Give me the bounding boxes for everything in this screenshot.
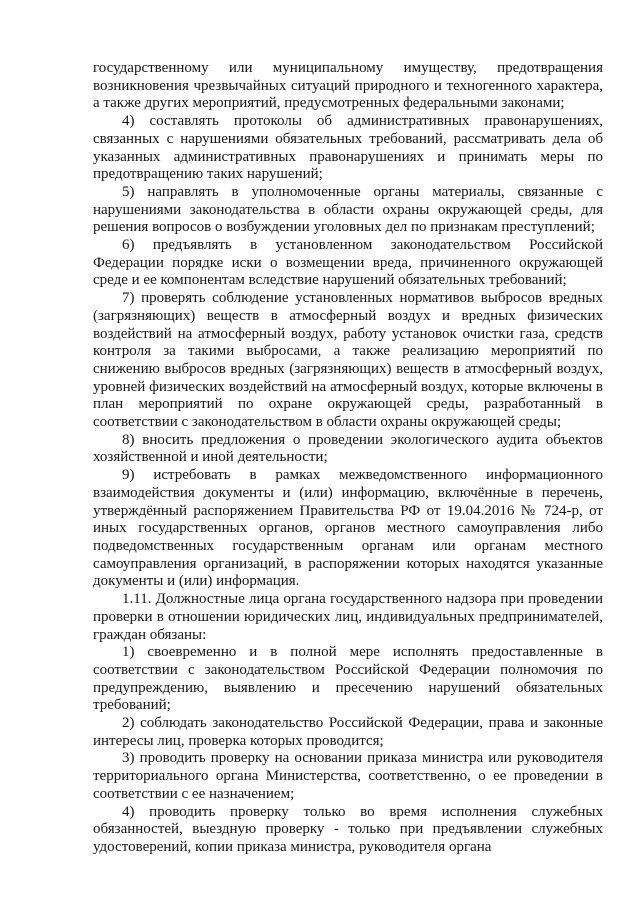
paragraph-duty-2: 2) соблюдать законодательство Российской Федерации, права и законные интересы лиц, проверка которых проводится;: [93, 715, 603, 749]
paragraph-item-9: 9) истребовать в рамках межведомственного информационного взаимодействия документы и (или) информацию, включённые в перечень, утверждённый распоряжением Правительства РФ от 19.04.2016 № 724-р, от иных государственных органов, органов местного самоуправления либо подведомственных государственным органам или органам местного самоуправления организаций, в распоряжении которых находятся указанные документы и (или) информация.: [93, 467, 603, 590]
paragraph-duty-1: 1) своевременно и в полной мере исполнять предоставленные в соответствии с законодательством Российской Федерации полномочия по предупреждению, выявлению и пресечению нарушений обязательных требований;: [93, 644, 603, 714]
paragraph-duty-4: 4) проводить проверку только во время исполнения служебных обязанностей, выездную проверку - только при предъявлении служебных удостоверений, копии приказа министра, руководителя органа: [93, 803, 603, 855]
paragraph-clause-1-11: 1.11. Должностные лица органа государственного надзора при проведении проверки в отношении юридических лиц, индивидуальных предпринимателей, граждан обязаны:: [93, 591, 603, 643]
paragraph-item-7: 7) проверять соблюдение установленных нормативов выбросов вредных (загрязняющих) веществ в атмосферный воздух и вредных физических воздействий на атмосферный воздух, работу установок очистки газа, средств контроля за такими выбросами, а также реализацию мероприятий по снижению выбросов вредных (загрязняющих) веществ в атмосферный воздух, уровней физических воздействий на атмосферный воздух, которые включены в план мероприятий по охране окружающей среды, разработанный в соответствии с законодательством в области охраны окружающей среды;: [93, 290, 603, 431]
paragraph-item-6: 6) предъявлять в установленном законодательством Российской Федерации порядке иски о возмещении вреда, причиненного окружающей среде и ее компонентам вследствие нарушений обязательных требований;: [93, 237, 603, 289]
document-body: [93, 60, 603, 857]
paragraph-continuation: государственному или муниципальному имуществу, предотвращения возникновения чрезвычайных ситуаций природного и техногенного характера, а также других мероприятий, предусмотренных федеральными законами;: [93, 60, 603, 112]
paragraph-item-4: 4) составлять протоколы об административных правонарушениях, связанных с нарушениями обязательных требований, рассматривать дела об указанных административных правонарушениях и принимать меры по предотвращению таких нарушений;: [93, 113, 603, 183]
paragraph-duty-3: 3) проводить проверку на основании приказа министра или руководителя территориального органа Министерства, соответственно, о ее проведении в соответствии с ее назначением;: [93, 750, 603, 802]
paragraph-item-5: 5) направлять в уполномоченные органы материалы, связанные с нарушениями законодательства в области охраны окружающей среды, для решения вопросов о возбуждении уголовных дел по признакам преступлений;: [93, 183, 603, 236]
paragraph-item-8: 8) вносить предложения о проведении экологического аудита объектов хозяйственной и иной деятельности;: [93, 431, 603, 466]
